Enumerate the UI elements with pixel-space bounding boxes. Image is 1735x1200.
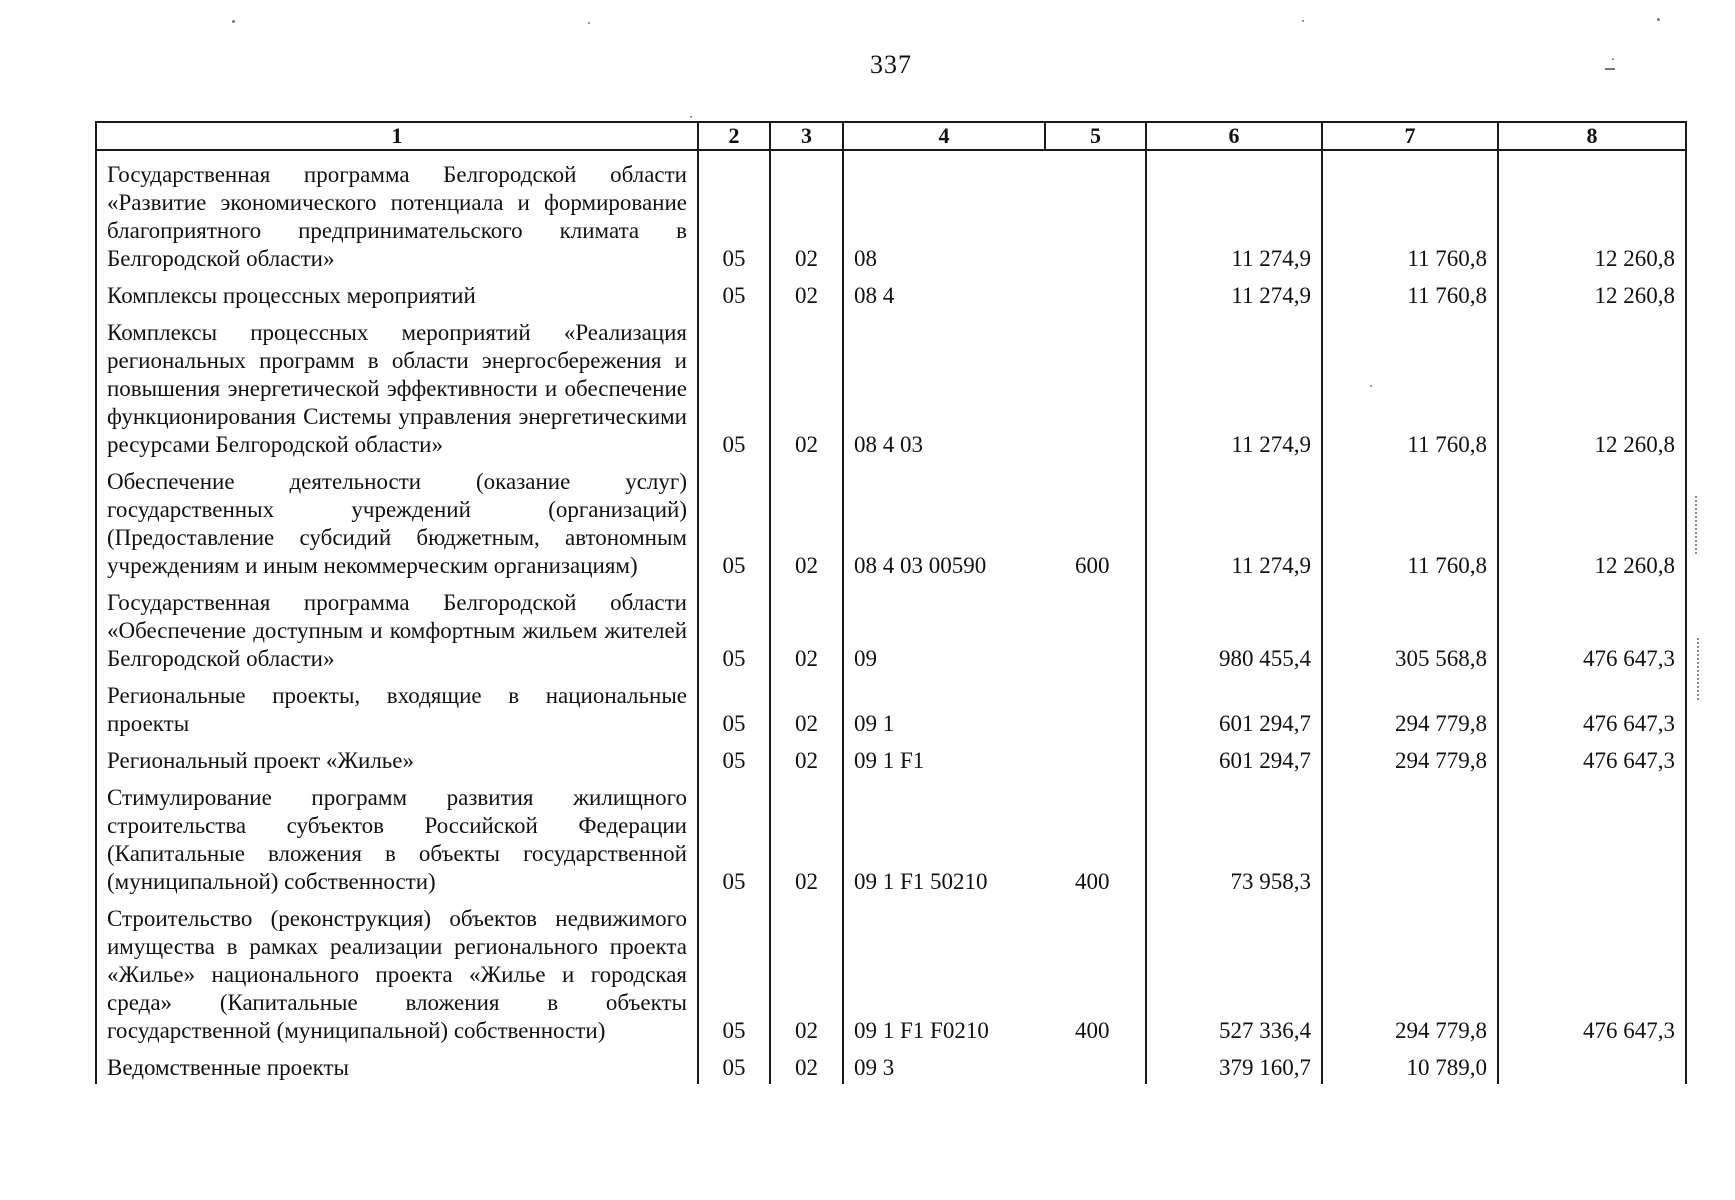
budget-table (95, 121, 1687, 1084)
row-name: Региональный проект «Жилье» (96, 740, 698, 777)
column-header: 3 (770, 122, 843, 150)
section-code: 05 (698, 740, 770, 777)
column-header: 7 (1322, 122, 1498, 150)
column-header: 6 (1146, 122, 1322, 150)
subsection-code: 02 (770, 582, 843, 675)
expense-type-code (1045, 582, 1146, 675)
subsection-code: 02 (770, 461, 843, 582)
row-name: Стимулирование программ развития жилищного строительства субъектов Российской Федерации (Капитальные вложения в объекты государственной (муниципальной) собственности) (96, 777, 698, 898)
scan-speck (1605, 68, 1615, 70)
page-number: 337 (870, 50, 912, 79)
section-code: 05 (698, 150, 770, 275)
table-row (96, 582, 1686, 675)
expense-type-code: 400 (1045, 898, 1146, 1047)
column-header: 4 (843, 122, 1045, 150)
scan-speck (1302, 20, 1304, 22)
target-article-code: 08 4 03 (843, 312, 1045, 461)
amount-col7: 11 760,8 (1322, 312, 1498, 461)
amount-col6: 73 958,3 (1146, 777, 1322, 898)
margin-scribble (1697, 638, 1713, 700)
section-code: 05 (698, 898, 770, 1047)
amount-col8: 12 260,8 (1498, 312, 1686, 461)
amount-col7: 294 779,8 (1322, 675, 1498, 740)
subsection-code: 02 (770, 312, 843, 461)
row-name: Государственная программа Белгородской области «Обеспечение доступным и комфортным жильем жителей Белгородской области» (96, 582, 698, 675)
subsection-code: 02 (770, 275, 843, 312)
table-row (96, 898, 1686, 1047)
amount-col7: 10 789,0 (1322, 1047, 1498, 1084)
table-row (96, 312, 1686, 461)
amount-col8: 476 647,3 (1498, 898, 1686, 1047)
amount-col7: 294 779,8 (1322, 898, 1498, 1047)
scan-speck (232, 20, 235, 23)
amount-col6: 601 294,7 (1146, 675, 1322, 740)
amount-col6: 980 455,4 (1146, 582, 1322, 675)
column-header: 8 (1498, 122, 1686, 150)
subsection-code: 02 (770, 898, 843, 1047)
amount-col6: 11 274,9 (1146, 312, 1322, 461)
row-name: Строительство (реконструкция) объектов недвижимого имущества в рамках реализации регионального проекта «Жилье» национального проекта «Жилье и городская среда» (Капитальные вложения в объекты государственной (муниципальной) собственности) (96, 898, 698, 1047)
table-row (96, 150, 1686, 275)
column-header: 5 (1045, 122, 1146, 150)
subsection-code: 02 (770, 1047, 843, 1084)
section-code: 05 (698, 461, 770, 582)
table-row (96, 1047, 1686, 1084)
table-row (96, 461, 1686, 582)
subsection-code: 02 (770, 675, 843, 740)
target-article-code: 09 3 (843, 1047, 1045, 1084)
section-code: 05 (698, 1047, 770, 1084)
target-article-code: 08 4 03 00590 (843, 461, 1045, 582)
column-header: 1 (96, 122, 698, 150)
expense-type-code (1045, 675, 1146, 740)
target-article-code: 09 (843, 582, 1045, 675)
table-header-row (96, 122, 1686, 150)
target-article-code: 09 1 F1 F0210 (843, 898, 1045, 1047)
subsection-code: 02 (770, 777, 843, 898)
table-row (96, 275, 1686, 312)
budget-table-container (95, 121, 1685, 1084)
row-name: Обеспечение деятельности (оказание услуг) государственных учреждений (организаций) (Предоставление субсидий бюджетным, автономным учреждениям и иным некоммерческим организациям) (96, 461, 698, 582)
scan-speck (1657, 18, 1660, 21)
scan-speck (1612, 58, 1614, 60)
amount-col6: 379 160,7 (1146, 1047, 1322, 1084)
section-code: 05 (698, 675, 770, 740)
target-article-code: 08 (843, 150, 1045, 275)
section-code: 05 (698, 275, 770, 312)
target-article-code: 09 1 F1 50210 (843, 777, 1045, 898)
row-name: Региональные проекты, входящие в национальные проекты (96, 675, 698, 740)
expense-type-code (1045, 275, 1146, 312)
amount-col8 (1498, 1047, 1686, 1084)
target-article-code: 09 1 (843, 675, 1045, 740)
amount-col6: 11 274,9 (1146, 275, 1322, 312)
amount-col7: 11 760,8 (1322, 461, 1498, 582)
amount-col6: 527 336,4 (1146, 898, 1322, 1047)
margin-scribble (1695, 496, 1711, 554)
amount-col7 (1322, 777, 1498, 898)
scan-speck (690, 116, 692, 118)
target-article-code: 09 1 F1 (843, 740, 1045, 777)
amount-col7: 11 760,8 (1322, 150, 1498, 275)
expense-type-code (1045, 312, 1146, 461)
section-code: 05 (698, 777, 770, 898)
amount-col7: 11 760,8 (1322, 275, 1498, 312)
amount-col8: 12 260,8 (1498, 275, 1686, 312)
row-name: Комплексы процессных мероприятий «Реализация региональных программ в области энергосбережения и повышения энергетической эффективности и обеспечение функционирования Системы управления энергетическими ресурсами Белгородской области» (96, 312, 698, 461)
section-code: 05 (698, 312, 770, 461)
amount-col8: 12 260,8 (1498, 150, 1686, 275)
subsection-code: 02 (770, 740, 843, 777)
section-code: 05 (698, 582, 770, 675)
target-article-code: 08 4 (843, 275, 1045, 312)
row-name: Ведомственные проекты (96, 1047, 698, 1084)
expense-type-code (1045, 740, 1146, 777)
expense-type-code (1045, 150, 1146, 275)
scan-speck (588, 22, 590, 24)
amount-col8 (1498, 777, 1686, 898)
amount-col6: 601 294,7 (1146, 740, 1322, 777)
column-header: 2 (698, 122, 770, 150)
table-row (96, 675, 1686, 740)
table-row (96, 777, 1686, 898)
amount-col8: 12 260,8 (1498, 461, 1686, 582)
expense-type-code: 600 (1045, 461, 1146, 582)
amount-col6: 11 274,9 (1146, 150, 1322, 275)
expense-type-code (1045, 1047, 1146, 1084)
amount-col8: 476 647,3 (1498, 675, 1686, 740)
amount-col7: 305 568,8 (1322, 582, 1498, 675)
amount-col6: 11 274,9 (1146, 461, 1322, 582)
row-name: Комплексы процессных мероприятий (96, 275, 698, 312)
subsection-code: 02 (770, 150, 843, 275)
amount-col7: 294 779,8 (1322, 740, 1498, 777)
expense-type-code: 400 (1045, 777, 1146, 898)
amount-col8: 476 647,3 (1498, 740, 1686, 777)
amount-col8: 476 647,3 (1498, 582, 1686, 675)
table-row (96, 740, 1686, 777)
row-name: Государственная программа Белгородской области «Развитие экономического потенциала и формирование благоприятного предпринимательского климата в Белгородской области» (96, 150, 698, 275)
